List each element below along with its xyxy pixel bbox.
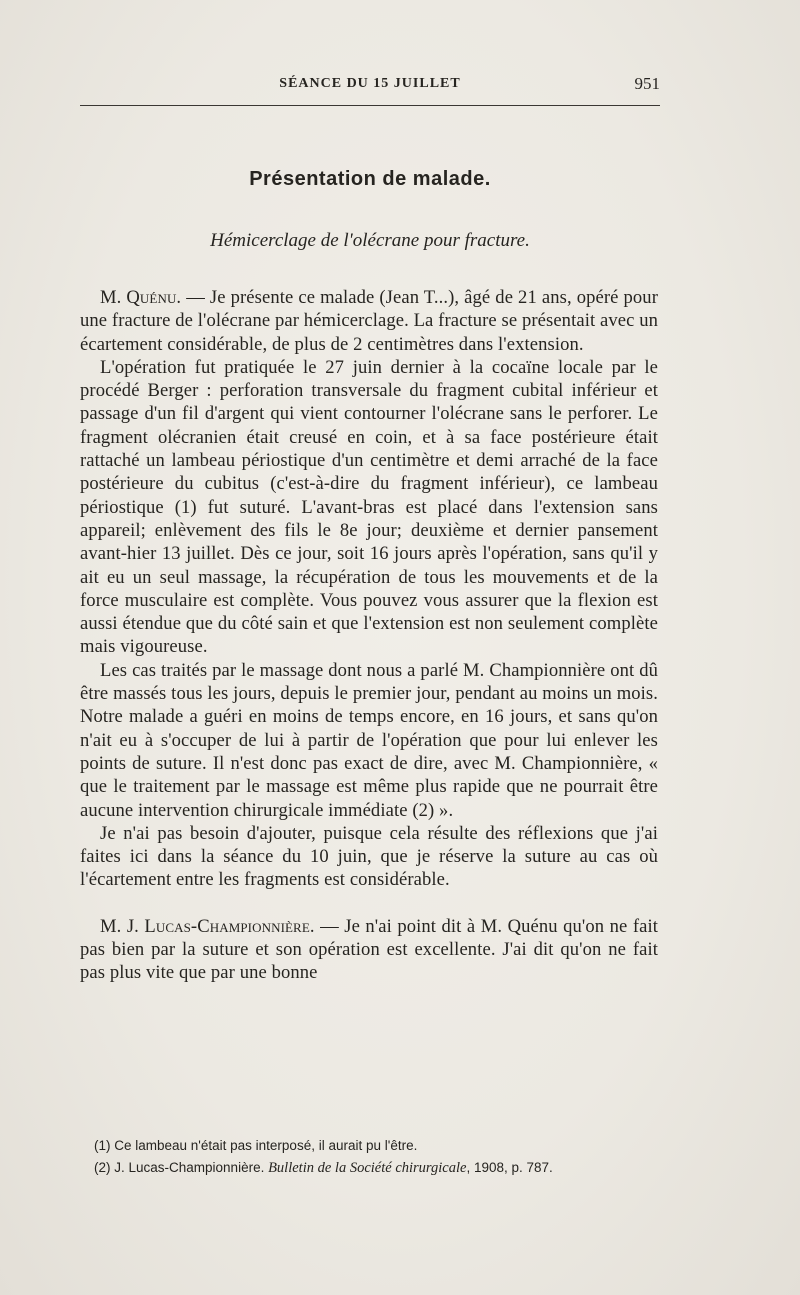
- paragraph-1: [80, 286, 658, 356]
- footnote-1: (1) Ce lambeau n'était pas interposé, il aurait pu l'être.: [94, 1138, 418, 1153]
- footnote-2-suffix: , 1908, p. 787.: [466, 1160, 553, 1175]
- section-title: Présentation de malade.: [249, 168, 491, 190]
- speaker-quenu: M. Quénu.: [100, 287, 182, 308]
- header-rule: [80, 105, 660, 106]
- paragraph-4: Je n'ai pas besoin d'ajouter, puisque cela résulte des réflexions que j'ai faites ici dans la séance du 10 juin, que je réserve la suture au cas où l'écartement entre les fragments est considérable.: [80, 822, 658, 891]
- speaker-lucas-championniere: M. J. Lucas-Championnière.: [100, 915, 315, 937]
- paragraph-1-text: — Je présente ce malade (Jean T...), âgé de 21 ans, opéré pour une fracture de l'olécrane par hémicerclage. La fracture se présentait avec un écartement considérable, de plus de 2 centimètres dans l'extension.: [80, 287, 658, 355]
- footnotes: [80, 1135, 658, 1179]
- footnote-2: [80, 1157, 658, 1179]
- running-head-title: SÉANCE DU 15 JUILLET: [279, 76, 461, 91]
- paragraph-5: [80, 915, 658, 985]
- page-number: 951: [634, 74, 660, 93]
- paragraph-5-text: — Je n'ai point dit à M. Quénu qu'on ne fait pas bien par la suture et son opération est excellente. J'ai dit qu'on ne fait pas plus vite que par une bonne: [80, 915, 658, 984]
- running-head: [80, 76, 660, 98]
- paragraph-3: Les cas traités par le massage dont nous a parlé M. Championnière ont dû être massés tous les jours, depuis le premier jour, pendant au moins un mois. Notre malade a guéri en moins de temps encore, en 16 jours, et sans qu'on n'ait eu à s'occuper de lui à partir de l'opération que pour lui enlever les points de suture. Il n'est donc pas exact de dire, avec M. Championnière, « que le traitement par le massage est même plus rapide que ne pourrait être aucune intervention chirurgicale immédiate (2) ».: [80, 659, 658, 821]
- footnote-2-journal: Bulletin de la Société chirurgicale: [268, 1160, 467, 1176]
- body-text: [80, 286, 658, 985]
- footnote-2-prefix: (2) J. Lucas-Championnière.: [94, 1160, 269, 1175]
- section-subtitle: Hémicerclage de l'olécrane pour fracture.: [210, 230, 530, 251]
- paragraph-2: L'opération fut pratiquée le 27 juin dernier à la cocaïne locale par le procédé Berger : perforation transversale du fragment cubital inférieur et passage d'un fil d'argent qui vient contourner l'olécrane sans le perforer. Le fragment olécranien était creusé en coin, et à sa face postérieure était rattaché un lambeau périostique d'un centimètre et demi arraché de la face postérieure du cubitus (c'est-à-dire du fragment inférieur), ce lambeau périostique (1) fut suturé. L'avant-bras est placé dans l'extension sans appareil; enlèvement des fils le 8e jour; deuxième et dernier pansement avant-hier 13 juillet. Dès ce jour, soit 16 jours après l'opération, sans qu'il y ait eu un seul massage, la récupération de tous les mouvements et de la force musculaire est complète. Vous pouvez vous assurer que la flexion est aussi étendue que du côté sain et que l'extension est non seulement complète mais vigoureuse.: [80, 356, 658, 658]
